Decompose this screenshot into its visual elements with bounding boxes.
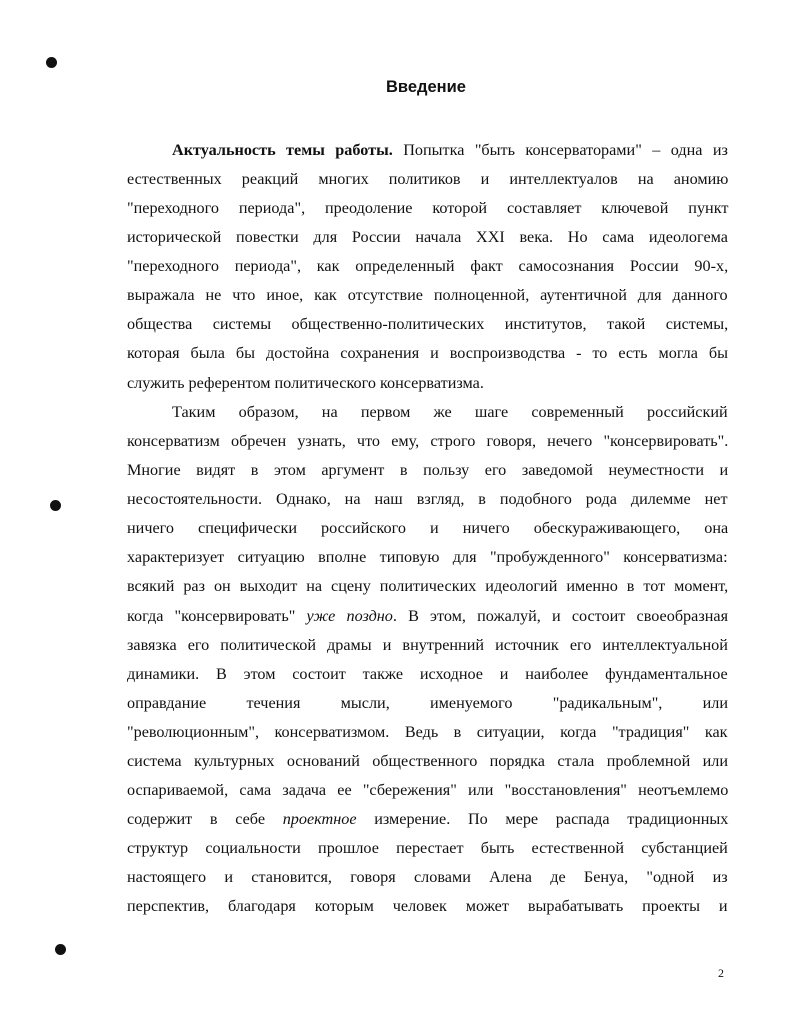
text-line bbox=[127, 896, 728, 916]
text-line bbox=[127, 722, 728, 742]
punch-hole-bottom bbox=[55, 944, 66, 955]
text-run: измерение. По мере распада традиционных bbox=[356, 810, 729, 828]
text-run: оспариваемой, сама задача ее "сбережения" или "восстановления" неотъемлемо bbox=[127, 781, 729, 799]
text-run: исторической повестки для России начала XXI века. Но сама идеологема bbox=[127, 228, 728, 246]
text-line bbox=[127, 314, 728, 334]
page-number: 2 bbox=[718, 966, 724, 980]
text-line bbox=[127, 373, 728, 393]
italic-run: уже поздно bbox=[306, 607, 393, 625]
text-line bbox=[172, 402, 728, 422]
text-run: "переходного периода", как определенный факт самосознания России 90-х, bbox=[127, 257, 729, 275]
text-run: перспектив, благодаря которым человек может вырабатывать проекты и bbox=[127, 897, 728, 915]
text-run: служить референтом политического консерватизма. bbox=[127, 374, 484, 392]
text-run: оправдание течения мысли, именуемого "радикальным", или bbox=[127, 694, 729, 712]
text-line bbox=[127, 489, 728, 509]
text-line bbox=[127, 227, 728, 247]
text-run: характеризует ситуацию вполне типовую для "пробужденного" консерватизма: bbox=[127, 548, 728, 566]
text-line bbox=[127, 518, 728, 538]
text-run: когда "консервировать" bbox=[127, 607, 307, 625]
text-line bbox=[127, 547, 728, 567]
text-run: завязка его политической драмы и внутренний источник его интеллектуальной bbox=[127, 636, 728, 654]
text-run: динамики. В этом состоит также исходное и наиболее фундаментальное bbox=[127, 665, 728, 683]
text-line bbox=[127, 664, 728, 684]
text-line bbox=[127, 867, 728, 887]
text-line bbox=[127, 635, 728, 655]
italic-run: проектное bbox=[282, 810, 357, 828]
text-run: выражала не что иное, как отсутствие полноценной, аутентичной для данного bbox=[127, 286, 728, 304]
text-run: "переходного периода", преодоление которой составляет ключевой пункт bbox=[127, 199, 729, 217]
text-line bbox=[127, 838, 728, 858]
text-line bbox=[127, 198, 728, 218]
text-run: Попытка "быть консерваторами" – одна из bbox=[392, 141, 728, 159]
text-run: естественных реакций многих политиков и интеллектуалов на аномию bbox=[127, 170, 729, 188]
text-run: ничего специфически российского и ничего обескураживающего, она bbox=[127, 519, 729, 537]
text-line bbox=[127, 285, 728, 305]
text-run: Таким образом, на первом же шаге современный российский bbox=[172, 403, 728, 421]
text-run: общества системы общественно-политических институтов, такой системы, bbox=[127, 315, 729, 333]
text-line bbox=[172, 140, 728, 160]
punch-hole-middle bbox=[50, 500, 61, 511]
text-line bbox=[127, 751, 728, 771]
text-line bbox=[127, 606, 728, 626]
text-run: которая была бы достойна сохранения и воспроизводства - то есть могла бы bbox=[127, 344, 729, 362]
text-run: Многие видят в этом аргумент в пользу его заведомой неуместности и bbox=[127, 461, 729, 479]
text-run: . В этом, пожалуй, и состоит своеобразная bbox=[392, 607, 729, 625]
text-run: всякий раз он выходит на сцену политических идеологий именно в тот момент, bbox=[127, 577, 729, 595]
text-line bbox=[127, 343, 728, 363]
text-run: настоящего и становится, говоря словами Алена де Бенуа, "одной из bbox=[127, 868, 728, 886]
text-run: "революционным", консерватизмом. Ведь в ситуации, когда "традиция" как bbox=[127, 723, 728, 741]
text-line bbox=[127, 460, 728, 480]
text-run: содержит в себе bbox=[127, 810, 283, 828]
text-line bbox=[127, 576, 728, 596]
bold-run: Актуальность темы работы. bbox=[172, 141, 393, 159]
text-line bbox=[127, 693, 728, 713]
text-line bbox=[127, 780, 728, 800]
text-line bbox=[127, 809, 728, 829]
text-run: структур социальности прошлое перестает быть естественной субстанцией bbox=[127, 839, 728, 857]
text-run: несостоятельности. Однако, на наш взгляд, в подобного рода дилемме нет bbox=[127, 490, 728, 508]
page-title: Введение bbox=[386, 78, 466, 96]
text-line bbox=[127, 256, 728, 276]
text-run: консерватизм обречен узнать, что ему, строго говоря, нечего "консервировать". bbox=[127, 432, 729, 450]
text-line bbox=[127, 169, 728, 189]
punch-hole-top bbox=[46, 57, 57, 68]
text-run: система культурных оснований общественного порядка стала проблемной или bbox=[127, 752, 729, 770]
text-line bbox=[127, 431, 728, 451]
